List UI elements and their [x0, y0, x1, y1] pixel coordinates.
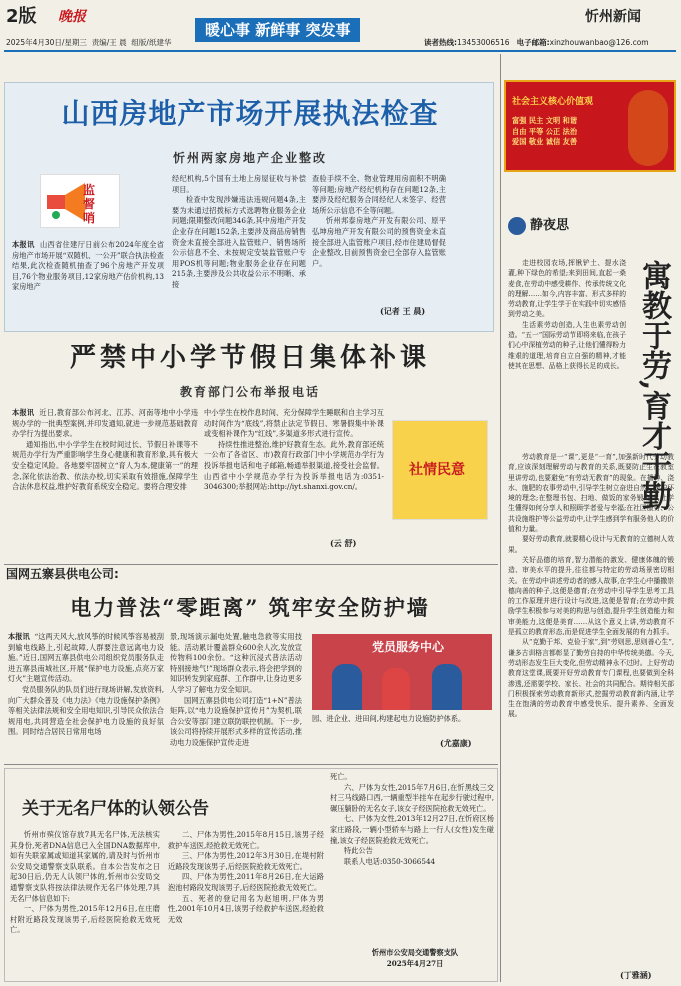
photo-sign: 党员服务中心	[372, 640, 445, 654]
byline: (尤嘉康)	[440, 738, 472, 748]
masthead-banner: 暖心事 新鲜事 突发事	[195, 18, 360, 42]
ad-rows: 富强 民主 文明 和谐 自由 平等 公正 法治 爱国 敬业 诚信 友善	[512, 116, 578, 147]
issue-date: 2025年4月30日/星期三 责编/王 晨 组版/纸建华	[6, 38, 172, 47]
decor-icon	[628, 90, 668, 166]
article-col-1: 本报讯 近日,教育部公布河北、江苏、河南等地中小学违规办学的一批典型案例,并印发通知,就进一步规范基础教育办学行为提出要求。 通知指出,中小学学生在校时间过长、节假日补课等不规范办学行为严重影响学生身心健康和教育形象,具有极大安全稳定风险。各地要牢固树立“育人为本,健康第一”的理念,深化依法治教、依法办校,切实采取有效措施,保障学生合法休息权益,维护好教育系统安全稳定。要将合理安排	[12, 408, 198, 492]
page-number: 2版	[6, 6, 37, 27]
ad-title: 社会主义核心价值观	[512, 97, 594, 107]
person-figure	[332, 664, 362, 710]
article-col-1: 本报讯 “这两天风大,放风筝的时候风筝容易被刮到输电线路上,引起故障,人群要注意远离电力设施。”近日,国网五寨县供电公司组织党员服务队走进五寨县南城社区,开展“保护电力设施,点亮万家灯火”主题宣传活动。 党员服务队的队员们进行现场讲解,发放资料,向广大群众普及《电力法》《电力设施保护条例》等相关法律法规和安全用电知识,引导民众依法合规用电,共同营造全社会保护电力设施的良好氛围。同时结合居民日常用电场	[8, 632, 164, 737]
badge-text: 监督哨	[83, 183, 96, 225]
article-col-2: 二、尸体为男性,2015年8月15日,该男子经救护车送医,经抢救无效死亡。 三、尸体为男性,2012年3月30日,在堤村附近路段发现该男子,后经医院抢救无效死亡。 四、尸体为男性,2011年8月26日,在大运路泡池村路段发现该男子,后经医院抢救无效死亡。 五、死者的登记用名为赵旭明,尸体为男性,2001年10月4日,该男子经救护车送医,经抢救无效	[168, 830, 324, 924]
column-text-bottom: 劳动教育是一“课”,更是“一育”,加强新时代劳动教育,应该深刻理解劳动与教育的关系,既要防止生在教室里讲劳动,也要避免“有劳动无教育”的现象。在播种、浇水、施肥的农事劳动中,引导学生树立奋进自然、保护环境的理念;在整理书包、扫地、做饭的家务锻炼中,让学生懂得如何分享人和照顾学者爱与幸福;在社区服务、公共设施维护等公益劳动中,让学生感到学有服务他人的价值和力量。 要好劳动教育,就要精心设计与无教育的立德树人效果。 关好品德的培育,智力潜能的激发、健康体魄的锻造、审美水平的提升,往往都与特定的劳动场景密切相关。在劳动中讲述劳动者的感人故事,在学生心中播撒崇德向善的种子,这便是德育;在劳动中引导学生思考工具的工作原理并进行设计与改进,这便是智育;在劳动中鼓励学生积极参与对美的构思与创造,提升学生创造能力和审美能力,这便是美育……从这个意义上讲,劳动教育不是孤立的教育形态,而是促进学生全面发展的有力抓手。 从“克勤于邦、克俭于家”,到“劳则思,思则善心生”,谦多古训格言都彰显了勤劳自持的中华传统美德。今天,劳动形态发生巨大变化,但劳动精神永不过时。上好劳动教育这堂课,既要开好劳动教育专门课程,也要做到全科渗透,还需要学校、家长、社会的共同配合。期待相关部门积极探索劳动教育新形式,挖掘劳动教育新内涵,让学生在饱满的劳动教育中感受快乐、提升素养、全面发展。	[508, 453, 674, 719]
badge-illustration	[392, 420, 488, 520]
masthead-rule	[4, 50, 676, 52]
photo-caption: 园、进企业、进田间,构建起电力设施防护体系。	[312, 714, 466, 723]
column-text-top: 走进校园农场,挥锹铲土、提水浇灌,种下绿色的希望;来到田间,直起一桑麦食,在劳动中感受耕作、传承传统文化的理解……如今,内容丰富、形式多样的劳动教育,让学生学于在实践中切实感悟到劳动之美。 生活素劳动创造,人生也素劳动创造。“五一”国际劳动节即将来临,在孩子们心中深植劳动的种子,让他们懂得粉力维艰的道理,培育自立自强的精神,才能使其在思想、品格上获得长足的成长。	[508, 259, 626, 370]
article-subtitle: 教育部门公布举报电话	[179, 385, 320, 399]
article-title: 山西房地产市场开展执法检查	[61, 97, 439, 130]
article-col-2: 景,现场演示漏电处置,触电急救等实用技能。活动累计覆盖群众600余人次,发放宣传物料100余份。“这种沉浸式普法活动特别接地气!”现场群众表示,将会把学到的知识转发到家庭群、工作群中,让身边更多人学习了解电力安全知识。 国网五寨县供电公司打造“1+N”普法矩阵,以“电力设施保护宣传月”为契机,联合公安等部门建立联防联控机制。下一步,该公司将持续开展形式多样的宣传活动,推动电力设施保护宣传走进	[170, 632, 302, 747]
person-figure	[432, 664, 462, 710]
byline: (记者 王 晨)	[380, 306, 426, 316]
article-col-2: 中小学生在校作息时间、充分保障学生睡眠和自主学习互动时间作为“底线”,将禁止法定节假日、寒暑假集中补课或变相补课作为“红线”,多渠道多形式进行宣传。 持续性推进整治,维护好教育生态。此外,教育部还统一公布了各省区、市)教育行政部门中小学规范办学行为投诉举报电话和电子邮箱,畅通举报渠道,接受社会监督。山西省中小学规范办学行为投诉举报电话为:0351-3046300;举报网站:http://iyt.shanxi.gov.cn/。	[204, 408, 384, 492]
article-col-3: 查验手续不全、物业管理用房面积不明确等问题;房地产经纪机构存在问题12条,主要涉及经纪服务合同经纪人未签字、经营场所公示信息不全等问题。 忻州邦泰房地产开发有限公司、原平弘坤房地产开发有限公司的预售资金未直接全部进入监管账户项目,经市住建局督促企业整改,目前预售资金已全部存入监管账户。	[312, 174, 446, 268]
person-figure	[382, 668, 410, 710]
divider	[4, 564, 498, 565]
values-ad	[504, 80, 676, 172]
article-col-2: 经纪机构,5个国有土地上房屋征收与补偿项目。 检查中发现涉嫌违法违规问题4条,主要为未通过招拨标方式选聘物业服务企业问题;限期整改问题346条,其中房地产开发企业存在问题152条,主要涉及商品房销售资金未直接全部进入监管账户、销售场所公示信息不全、未按规定安装监管账户专用POS机等问题;物业服务企业存在问题215条,主要涉及公共收益公示不明晰、承接	[172, 174, 306, 289]
badge-text: 社情民意	[409, 462, 465, 478]
article-kicker: 国网五寨县供电公司:	[6, 567, 119, 581]
column-icon	[508, 217, 526, 235]
column-headline: 寓教于劳,育才于勤	[636, 260, 671, 511]
article-col-1: 忻州市殡仪馆存放7具无名尸体,无法核实其身份,死者DNA信息已入全国DNA数据库中,如有失联家属或知道其家属的,请及时与忻州市公安局交通警察支队联系。自本公告发布之日起30日后,仍无人认领尸体的,忻州市公安局交通警察支队将按法律法规作无名尸体处理,7具无名尸体信息如下: 一、尸体为男性,2015年12月6日,在庄磨村附近路段发现该男子,后经医院抢救无效死亡。	[10, 830, 160, 935]
article-title: 严禁中小学节假日集体补课	[69, 343, 430, 373]
megaphone-icon	[41, 175, 121, 229]
article-col-1: 本报讯 山西省住建厅日前公布2024年度全省房地产市场开展“双随机、一公开”联合执法检查结果,此次检查随机抽查了96个房地产开发项目,76个物业服务项目,12家房地产估价机构,13家房地产	[12, 240, 164, 292]
article-title: 关于无名尸体的认领公告	[22, 799, 209, 819]
byline: (云 舒)	[330, 538, 357, 548]
article-subtitle: 忻州两家房地产企业整改	[172, 151, 327, 165]
event-photo	[312, 634, 492, 710]
brand-logo: 晚报	[58, 9, 86, 25]
badge-illustration	[40, 174, 120, 228]
article-title: 电力普法“零距离” 筑牢安全防护墙	[70, 595, 430, 620]
section-title: 忻州新闻	[585, 9, 641, 25]
article-col-3: 死亡。 六、尸体为女性,2015年7月6日,在忻黑线三交村三马线路口西,一辆重型半挂车在起步行驶过程中,碾压躺卧的无名女子,该女子经医院抢救无效死亡。 七、尸体为女性,2013年12月27日,在忻府区杨家庄路段,一辆小型轿车与路上一行人(女性)发生碰撞,该女子经医院抢救无效死亡。 特此公告 联系人电话:0350-3066544	[330, 772, 494, 866]
byline: (丁雅涵)	[620, 970, 652, 980]
divider	[4, 764, 498, 765]
column-divider	[500, 54, 501, 982]
notice-signature: 忻州市公安局交通警察支队 2025年4月27日	[371, 948, 459, 968]
contact-info: 读者热线:13453006516 电子邮箱:xinzhouwanbao@126.com	[424, 38, 649, 47]
column-name: 静夜思	[530, 218, 570, 233]
